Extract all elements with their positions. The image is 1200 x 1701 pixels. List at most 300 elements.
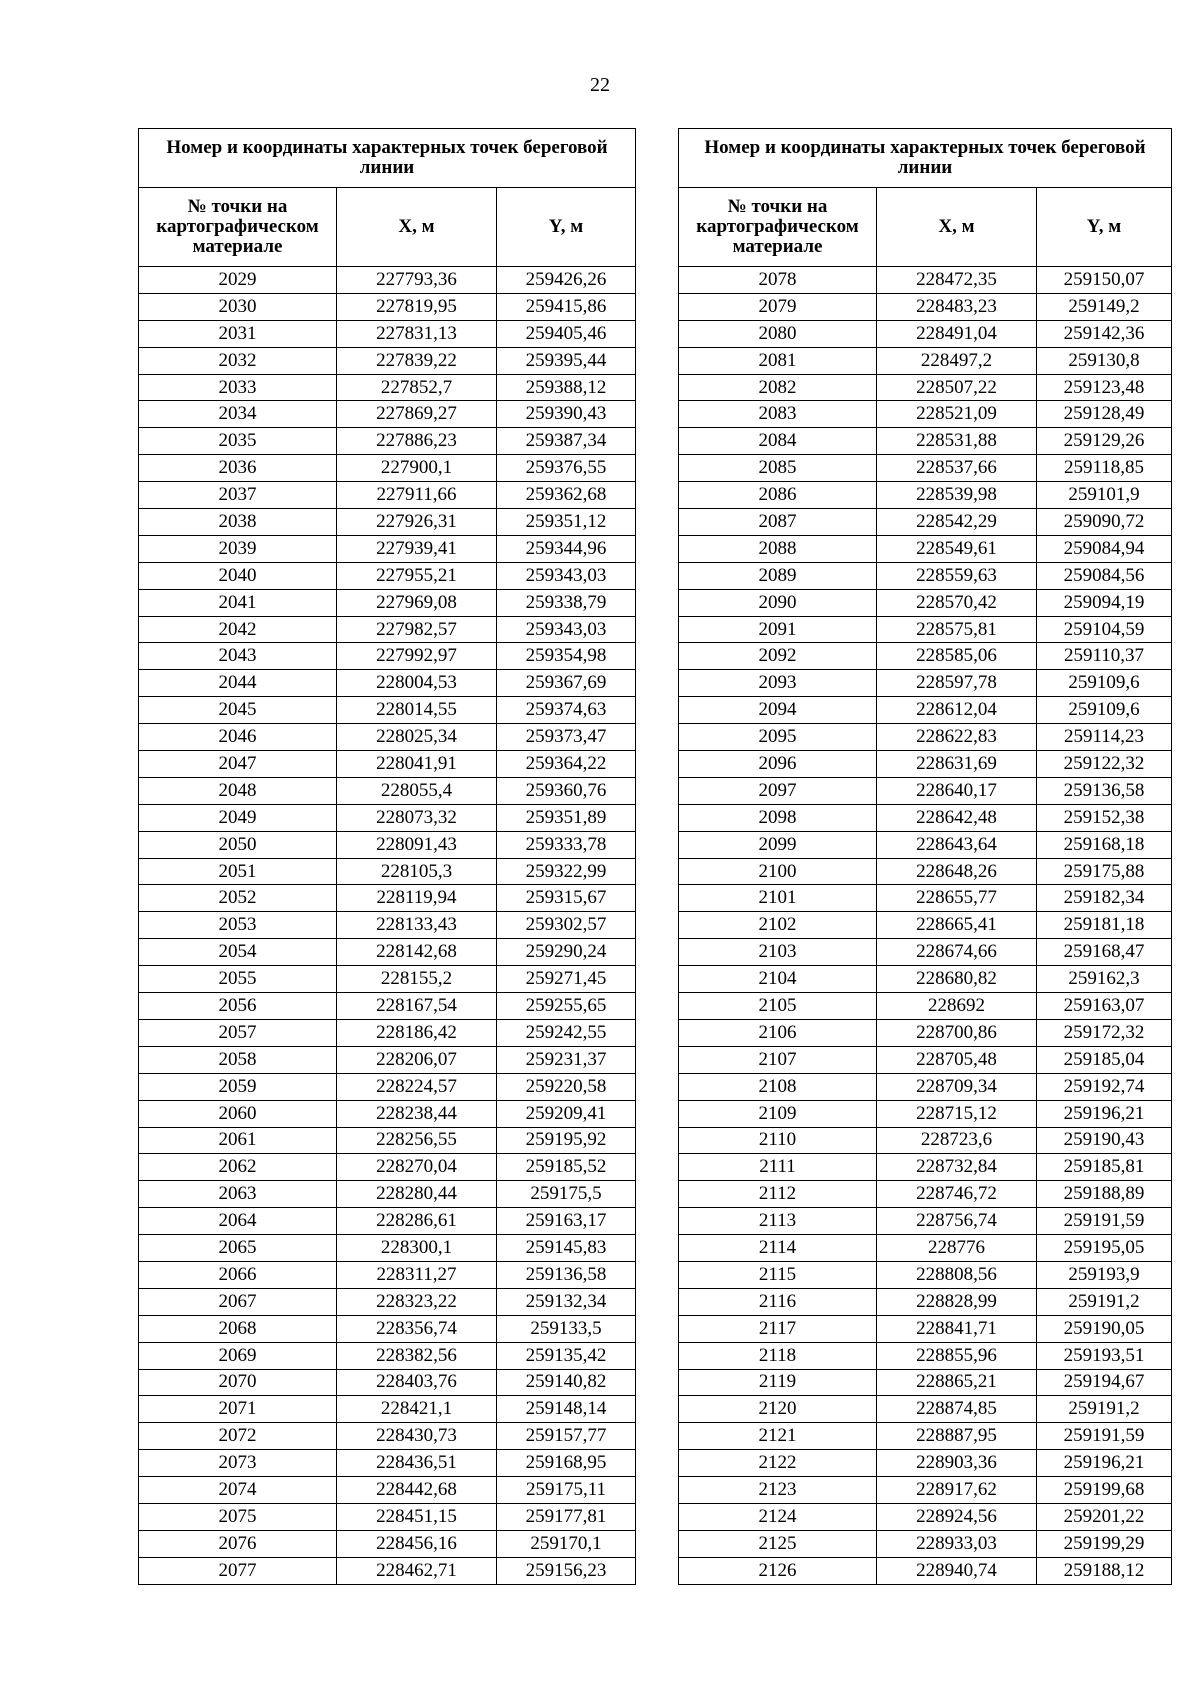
point-number-cell: 2119	[679, 1369, 877, 1396]
x-coordinate-cell: 227969,08	[337, 589, 497, 616]
x-coordinate-cell: 228238,44	[337, 1100, 497, 1127]
x-coordinate-cell: 228640,17	[877, 777, 1037, 804]
point-number-cell: 2120	[679, 1396, 877, 1423]
y-coordinate-cell: 259195,92	[497, 1127, 636, 1154]
x-coordinate-cell: 227900,1	[337, 455, 497, 482]
point-number-cell: 2082	[679, 374, 877, 401]
table-row	[679, 1503, 1172, 1530]
x-coordinate-cell: 228585,06	[877, 643, 1037, 670]
x-coordinate-cell: 228680,82	[877, 966, 1037, 993]
x-coordinate-cell: 228300,1	[337, 1235, 497, 1262]
table-row	[679, 1073, 1172, 1100]
point-number-cell: 2040	[139, 562, 337, 589]
point-number-cell: 2063	[139, 1181, 337, 1208]
y-coordinate-cell: 259415,86	[497, 293, 636, 320]
point-number-cell: 2072	[139, 1423, 337, 1450]
y-coordinate-cell: 259109,6	[1037, 670, 1172, 697]
table-row	[139, 347, 636, 374]
point-number-cell: 2106	[679, 1019, 877, 1046]
table-row	[679, 1100, 1172, 1127]
point-number-cell: 2116	[679, 1288, 877, 1315]
x-coordinate-cell: 228874,85	[877, 1396, 1037, 1423]
table-group-header: Номер и координаты характерных точек береговой линии	[679, 129, 1172, 188]
x-coordinate-cell: 228808,56	[877, 1261, 1037, 1288]
point-number-cell: 2076	[139, 1530, 337, 1557]
table-row	[679, 1208, 1172, 1235]
y-coordinate-cell: 259196,21	[1037, 1450, 1172, 1477]
point-number-cell: 2032	[139, 347, 337, 374]
y-coordinate-cell: 259362,68	[497, 482, 636, 509]
point-number-cell: 2098	[679, 804, 877, 831]
x-coordinate-cell: 228539,98	[877, 482, 1037, 509]
table-row	[139, 428, 636, 455]
x-coordinate-cell: 228004,53	[337, 670, 497, 697]
y-coordinate-cell: 259351,89	[497, 804, 636, 831]
point-number-cell: 2049	[139, 804, 337, 831]
x-coordinate-cell: 228442,68	[337, 1477, 497, 1504]
point-number-cell: 2115	[679, 1261, 877, 1288]
table-row	[679, 267, 1172, 294]
x-coordinate-cell: 228855,96	[877, 1342, 1037, 1369]
table-row	[679, 643, 1172, 670]
point-number-cell: 2035	[139, 428, 337, 455]
point-number-cell: 2074	[139, 1477, 337, 1504]
y-coordinate-cell: 259185,52	[497, 1154, 636, 1181]
x-coordinate-cell: 228549,61	[877, 535, 1037, 562]
x-coordinate-cell: 228462,71	[337, 1557, 497, 1584]
y-coordinate-cell: 259242,55	[497, 1019, 636, 1046]
point-number-cell: 2061	[139, 1127, 337, 1154]
y-coordinate-cell: 259114,23	[1037, 724, 1172, 751]
y-coordinate-cell: 259354,98	[497, 643, 636, 670]
point-number-cell: 2036	[139, 455, 337, 482]
table-row	[679, 1423, 1172, 1450]
y-coordinate-cell: 259343,03	[497, 562, 636, 589]
point-number-cell: 2124	[679, 1503, 877, 1530]
x-coordinate-cell: 228612,04	[877, 697, 1037, 724]
table-row	[679, 1127, 1172, 1154]
table-row	[139, 1369, 636, 1396]
y-coordinate-cell: 259390,43	[497, 401, 636, 428]
y-coordinate-cell: 259364,22	[497, 751, 636, 778]
table-row	[679, 1046, 1172, 1073]
point-number-cell: 2051	[139, 858, 337, 885]
y-coordinate-cell: 259145,83	[497, 1235, 636, 1262]
x-coordinate-cell: 228436,51	[337, 1450, 497, 1477]
x-coordinate-cell: 228700,86	[877, 1019, 1037, 1046]
point-number-cell: 2109	[679, 1100, 877, 1127]
x-coordinate-cell: 228119,94	[337, 885, 497, 912]
table-row	[679, 966, 1172, 993]
x-coordinate-cell: 228055,4	[337, 777, 497, 804]
table-row	[679, 428, 1172, 455]
x-coordinate-cell: 227886,23	[337, 428, 497, 455]
x-coordinate-cell: 227839,22	[337, 347, 497, 374]
x-coordinate-cell: 228224,57	[337, 1073, 497, 1100]
table-row	[139, 1423, 636, 1450]
x-coordinate-cell: 228709,34	[877, 1073, 1037, 1100]
table-row	[139, 858, 636, 885]
y-coordinate-cell: 259182,34	[1037, 885, 1172, 912]
y-coordinate-cell: 259123,48	[1037, 374, 1172, 401]
table-row	[139, 1530, 636, 1557]
y-coordinate-cell: 259168,47	[1037, 939, 1172, 966]
y-coordinate-cell: 259132,34	[497, 1288, 636, 1315]
y-coordinate-cell: 259142,36	[1037, 320, 1172, 347]
x-coordinate-cell: 228041,91	[337, 751, 497, 778]
y-coordinate-cell: 259104,59	[1037, 616, 1172, 643]
point-number-cell: 2091	[679, 616, 877, 643]
point-number-cell: 2070	[139, 1369, 337, 1396]
y-coordinate-cell: 259162,3	[1037, 966, 1172, 993]
point-number-cell: 2104	[679, 966, 877, 993]
point-number-cell: 2126	[679, 1557, 877, 1584]
table-row	[139, 643, 636, 670]
point-number-cell: 2029	[139, 267, 337, 294]
y-coordinate-cell: 259133,5	[497, 1315, 636, 1342]
y-coordinate-cell: 259177,81	[497, 1503, 636, 1530]
point-number-cell: 2102	[679, 912, 877, 939]
table-row	[139, 1557, 636, 1584]
point-number-cell: 2054	[139, 939, 337, 966]
point-number-cell: 2089	[679, 562, 877, 589]
table-row	[139, 589, 636, 616]
table-row	[139, 697, 636, 724]
y-coordinate-cell: 259388,12	[497, 374, 636, 401]
table-row	[139, 1100, 636, 1127]
y-coordinate-cell: 259196,21	[1037, 1100, 1172, 1127]
table-row	[139, 1261, 636, 1288]
point-number-cell: 2117	[679, 1315, 877, 1342]
point-number-cell: 2043	[139, 643, 337, 670]
y-coordinate-cell: 259192,74	[1037, 1073, 1172, 1100]
x-coordinate-cell: 228133,43	[337, 912, 497, 939]
y-coordinate-cell: 259201,22	[1037, 1503, 1172, 1530]
table-row	[679, 374, 1172, 401]
x-coordinate-cell: 227955,21	[337, 562, 497, 589]
x-coordinate-cell: 228665,41	[877, 912, 1037, 939]
table-row	[139, 724, 636, 751]
x-coordinate-cell: 228167,54	[337, 993, 497, 1020]
table-row	[679, 1019, 1172, 1046]
x-coordinate-cell: 227819,95	[337, 293, 497, 320]
y-coordinate-cell: 259190,05	[1037, 1315, 1172, 1342]
point-number-cell: 2048	[139, 777, 337, 804]
x-coordinate-cell: 228014,55	[337, 697, 497, 724]
x-coordinate-cell: 228256,55	[337, 1127, 497, 1154]
x-coordinate-cell: 228655,77	[877, 885, 1037, 912]
x-coordinate-cell: 228575,81	[877, 616, 1037, 643]
point-number-cell: 2045	[139, 697, 337, 724]
table-row	[139, 939, 636, 966]
point-number-cell: 2114	[679, 1235, 877, 1262]
table-row	[679, 724, 1172, 751]
point-number-cell: 2052	[139, 885, 337, 912]
point-number-cell: 2084	[679, 428, 877, 455]
x-coordinate-cell: 228642,48	[877, 804, 1037, 831]
table-row	[679, 1288, 1172, 1315]
page-number: 22	[590, 74, 610, 96]
table-row	[139, 1396, 636, 1423]
x-coordinate-cell: 228472,35	[877, 267, 1037, 294]
point-number-cell: 2095	[679, 724, 877, 751]
point-number-cell: 2067	[139, 1288, 337, 1315]
x-coordinate-cell: 228887,95	[877, 1423, 1037, 1450]
point-number-cell: 2083	[679, 401, 877, 428]
y-coordinate-cell: 259271,45	[497, 966, 636, 993]
table-row	[139, 535, 636, 562]
x-coordinate-cell: 228756,74	[877, 1208, 1037, 1235]
table-row	[679, 1261, 1172, 1288]
x-coordinate-cell: 228456,16	[337, 1530, 497, 1557]
point-number-cell: 2086	[679, 482, 877, 509]
point-number-cell: 2122	[679, 1450, 877, 1477]
y-coordinate-cell: 259129,26	[1037, 428, 1172, 455]
x-coordinate-cell: 227852,7	[337, 374, 497, 401]
table-row	[679, 1477, 1172, 1504]
x-coordinate-cell: 228622,83	[877, 724, 1037, 751]
x-coordinate-cell: 228746,72	[877, 1181, 1037, 1208]
point-number-cell: 2111	[679, 1154, 877, 1181]
point-number-cell: 2121	[679, 1423, 877, 1450]
y-coordinate-cell: 259163,07	[1037, 993, 1172, 1020]
y-coordinate-cell: 259367,69	[497, 670, 636, 697]
x-coordinate-cell: 227926,31	[337, 509, 497, 536]
x-coordinate-cell: 228692	[877, 993, 1037, 1020]
point-number-cell: 2080	[679, 320, 877, 347]
point-number-cell: 2107	[679, 1046, 877, 1073]
y-coordinate-cell: 259344,96	[497, 535, 636, 562]
y-coordinate-cell: 259231,37	[497, 1046, 636, 1073]
y-coordinate-cell: 259152,38	[1037, 804, 1172, 831]
point-number-cell: 2069	[139, 1342, 337, 1369]
table-row	[139, 1154, 636, 1181]
table-row	[139, 509, 636, 536]
table-row	[679, 1557, 1172, 1584]
y-coordinate-cell: 259191,2	[1037, 1396, 1172, 1423]
column-header-y: Y, м	[497, 188, 636, 267]
y-coordinate-cell: 259209,41	[497, 1100, 636, 1127]
table-row	[679, 1530, 1172, 1557]
point-number-cell: 2079	[679, 293, 877, 320]
x-coordinate-cell: 228924,56	[877, 1503, 1037, 1530]
point-number-cell: 2058	[139, 1046, 337, 1073]
point-number-cell: 2123	[679, 1477, 877, 1504]
x-coordinate-cell: 228451,15	[337, 1503, 497, 1530]
table-row	[139, 1073, 636, 1100]
y-coordinate-cell: 259185,81	[1037, 1154, 1172, 1181]
x-coordinate-cell: 227869,27	[337, 401, 497, 428]
table-row	[139, 1315, 636, 1342]
table-row	[679, 535, 1172, 562]
point-number-cell: 2047	[139, 751, 337, 778]
x-coordinate-cell: 228648,26	[877, 858, 1037, 885]
point-number-cell: 2077	[139, 1557, 337, 1584]
x-coordinate-cell: 228865,21	[877, 1369, 1037, 1396]
point-number-cell: 2112	[679, 1181, 877, 1208]
y-coordinate-cell: 259168,18	[1037, 831, 1172, 858]
x-coordinate-cell: 228570,42	[877, 589, 1037, 616]
point-number-cell: 2044	[139, 670, 337, 697]
y-coordinate-cell: 259140,82	[497, 1369, 636, 1396]
table-row	[679, 347, 1172, 374]
table-row	[139, 320, 636, 347]
table-row	[679, 804, 1172, 831]
x-coordinate-cell: 228507,22	[877, 374, 1037, 401]
x-coordinate-cell: 228382,56	[337, 1342, 497, 1369]
x-coordinate-cell: 228705,48	[877, 1046, 1037, 1073]
coordinates-table-left	[138, 128, 636, 1585]
y-coordinate-cell: 259118,85	[1037, 455, 1172, 482]
y-coordinate-cell: 259338,79	[497, 589, 636, 616]
x-coordinate-cell: 228497,2	[877, 347, 1037, 374]
y-coordinate-cell: 259094,19	[1037, 589, 1172, 616]
point-number-cell: 2057	[139, 1019, 337, 1046]
column-header-x: X, м	[877, 188, 1037, 267]
point-number-cell: 2100	[679, 858, 877, 885]
table-row	[679, 455, 1172, 482]
point-number-cell: 2062	[139, 1154, 337, 1181]
x-coordinate-cell: 228286,61	[337, 1208, 497, 1235]
table-row	[139, 482, 636, 509]
point-number-cell: 2075	[139, 1503, 337, 1530]
y-coordinate-cell: 259109,6	[1037, 697, 1172, 724]
x-coordinate-cell: 228542,29	[877, 509, 1037, 536]
table-row	[679, 697, 1172, 724]
table-row	[679, 1342, 1172, 1369]
table-row	[679, 670, 1172, 697]
x-coordinate-cell: 228521,09	[877, 401, 1037, 428]
table-group-header: Номер и координаты характерных точек береговой линии	[139, 129, 636, 188]
table-row	[679, 1369, 1172, 1396]
table-row	[679, 777, 1172, 804]
y-coordinate-cell: 259175,11	[497, 1477, 636, 1504]
y-coordinate-cell: 259333,78	[497, 831, 636, 858]
x-coordinate-cell: 228643,64	[877, 831, 1037, 858]
x-coordinate-cell: 228025,34	[337, 724, 497, 751]
y-coordinate-cell: 259181,18	[1037, 912, 1172, 939]
table-row	[679, 1181, 1172, 1208]
table-row	[679, 401, 1172, 428]
x-coordinate-cell: 228491,04	[877, 320, 1037, 347]
point-number-cell: 2031	[139, 320, 337, 347]
point-number-cell: 2030	[139, 293, 337, 320]
y-coordinate-cell: 259175,5	[497, 1181, 636, 1208]
x-coordinate-cell: 228155,2	[337, 966, 497, 993]
table-row	[139, 831, 636, 858]
x-coordinate-cell: 228537,66	[877, 455, 1037, 482]
y-coordinate-cell: 259191,2	[1037, 1288, 1172, 1315]
table-row	[139, 670, 636, 697]
y-coordinate-cell: 259135,42	[497, 1342, 636, 1369]
x-coordinate-cell: 228430,73	[337, 1423, 497, 1450]
table-row	[679, 562, 1172, 589]
table-row	[139, 804, 636, 831]
y-coordinate-cell: 259122,32	[1037, 751, 1172, 778]
table-row	[139, 966, 636, 993]
table-row	[139, 562, 636, 589]
y-coordinate-cell: 259255,65	[497, 993, 636, 1020]
x-coordinate-cell: 228933,03	[877, 1530, 1037, 1557]
point-number-cell: 2068	[139, 1315, 337, 1342]
y-coordinate-cell: 259199,29	[1037, 1530, 1172, 1557]
point-number-cell: 2059	[139, 1073, 337, 1100]
y-coordinate-cell: 259156,23	[497, 1557, 636, 1584]
point-number-cell: 2064	[139, 1208, 337, 1235]
x-coordinate-cell: 228403,76	[337, 1369, 497, 1396]
point-number-cell: 2088	[679, 535, 877, 562]
point-number-cell: 2041	[139, 589, 337, 616]
y-coordinate-cell: 259193,51	[1037, 1342, 1172, 1369]
table-row	[139, 374, 636, 401]
point-number-cell: 2085	[679, 455, 877, 482]
y-coordinate-cell: 259193,9	[1037, 1261, 1172, 1288]
x-coordinate-cell: 227911,66	[337, 482, 497, 509]
x-coordinate-cell: 228776	[877, 1235, 1037, 1262]
table-row	[139, 1503, 636, 1530]
y-coordinate-cell: 259290,24	[497, 939, 636, 966]
point-number-cell: 2099	[679, 831, 877, 858]
point-number-cell: 2053	[139, 912, 337, 939]
point-number-cell: 2042	[139, 616, 337, 643]
table-row	[139, 401, 636, 428]
y-coordinate-cell: 259195,05	[1037, 1235, 1172, 1262]
y-coordinate-cell: 259405,46	[497, 320, 636, 347]
y-coordinate-cell: 259157,77	[497, 1423, 636, 1450]
point-number-cell: 2096	[679, 751, 877, 778]
point-number-cell: 2050	[139, 831, 337, 858]
y-coordinate-cell: 259376,55	[497, 455, 636, 482]
x-coordinate-cell: 228559,63	[877, 562, 1037, 589]
table-row	[679, 293, 1172, 320]
x-coordinate-cell: 228280,44	[337, 1181, 497, 1208]
y-coordinate-cell: 259084,56	[1037, 562, 1172, 589]
table-row	[139, 751, 636, 778]
y-coordinate-cell: 259172,32	[1037, 1019, 1172, 1046]
y-coordinate-cell: 259170,1	[497, 1530, 636, 1557]
x-coordinate-cell: 228828,99	[877, 1288, 1037, 1315]
point-number-cell: 2087	[679, 509, 877, 536]
table-row	[679, 1450, 1172, 1477]
y-coordinate-cell: 259343,03	[497, 616, 636, 643]
x-coordinate-cell: 228323,22	[337, 1288, 497, 1315]
x-coordinate-cell: 228356,74	[337, 1315, 497, 1342]
table-row	[679, 751, 1172, 778]
y-coordinate-cell: 259351,12	[497, 509, 636, 536]
y-coordinate-cell: 259199,68	[1037, 1477, 1172, 1504]
point-number-cell: 2060	[139, 1100, 337, 1127]
x-coordinate-cell: 227793,36	[337, 267, 497, 294]
y-coordinate-cell: 259090,72	[1037, 509, 1172, 536]
x-coordinate-cell: 227982,57	[337, 616, 497, 643]
table-row	[679, 939, 1172, 966]
table-row	[139, 912, 636, 939]
x-coordinate-cell: 228715,12	[877, 1100, 1037, 1127]
x-coordinate-cell: 228631,69	[877, 751, 1037, 778]
table-row	[679, 912, 1172, 939]
x-coordinate-cell: 227831,13	[337, 320, 497, 347]
table-row	[139, 455, 636, 482]
y-coordinate-cell: 259373,47	[497, 724, 636, 751]
point-number-cell: 2071	[139, 1396, 337, 1423]
y-coordinate-cell: 259191,59	[1037, 1208, 1172, 1235]
x-coordinate-cell: 227992,97	[337, 643, 497, 670]
y-coordinate-cell: 259101,9	[1037, 482, 1172, 509]
x-coordinate-cell: 228270,04	[337, 1154, 497, 1181]
table-row	[139, 293, 636, 320]
point-number-cell: 2033	[139, 374, 337, 401]
point-number-cell: 2039	[139, 535, 337, 562]
